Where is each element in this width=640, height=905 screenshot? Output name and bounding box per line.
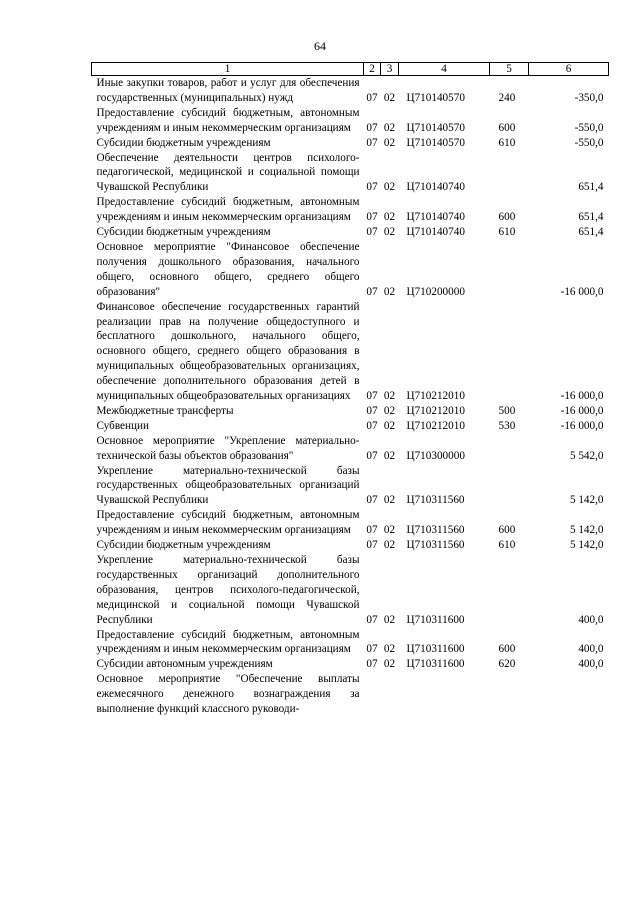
row-expense-type [490, 240, 529, 300]
row-target-article: Ц710311600 [406, 613, 465, 626]
table-row [92, 553, 609, 628]
row-section: 07 [366, 539, 378, 552]
row-expense-type: 620 [498, 658, 516, 671]
column-header: 5 [490, 63, 529, 76]
row-amount: 400,0 [578, 658, 604, 671]
row-target-article: Ц710311600 [406, 643, 465, 656]
table-row [92, 404, 609, 419]
column-header: 4 [399, 63, 490, 76]
row-subsection: 02 [383, 613, 396, 626]
column-header: 6 [529, 63, 609, 76]
row-amount: -16 000,0 [560, 390, 604, 403]
row-description: Укрепление материально-технической базы государственных общеобразовательных организаций Чувашской Республики [96, 464, 360, 507]
row-target-article: Ц710311600 [406, 658, 465, 671]
row-subsection [381, 672, 399, 717]
row-description: Иные закупки товаров, работ и услуг для обеспечения государственных (муниципальных) нужд [96, 77, 360, 104]
row-expense-type: 530 [498, 419, 516, 432]
row-amount: 5 142,0 [569, 494, 604, 507]
row-target-article: Ц710140740 [406, 226, 465, 239]
table-row [92, 76, 609, 106]
row-amount [529, 672, 609, 717]
row-subsection: 02 [383, 136, 396, 149]
table-row [92, 657, 609, 672]
row-subsection: 02 [383, 419, 396, 432]
row-section: 07 [366, 494, 378, 507]
table-row [92, 508, 609, 538]
row-expense-type: 600 [498, 211, 516, 224]
row-target-article: Ц710212010 [406, 404, 465, 417]
row-description: Предоставление субсидий бюджетным, автономным учреждениям и иным некоммерческим организациям [96, 196, 360, 224]
row-expense-type: 600 [498, 643, 516, 656]
row-target-article: Ц710300000 [406, 449, 465, 462]
table-row [92, 300, 609, 404]
row-section: 07 [366, 524, 378, 537]
row-amount: 400,0 [578, 613, 604, 626]
row-subsection: 02 [383, 181, 396, 194]
row-expense-type [490, 464, 529, 509]
row-subsection: 02 [383, 211, 396, 224]
row-description: Межбюджетные трансферты [96, 404, 234, 417]
row-subsection: 02 [383, 91, 396, 104]
row-amount: 651,4 [578, 211, 604, 224]
row-section: 07 [366, 121, 378, 134]
row-expense-type: 610 [498, 226, 516, 239]
row-target-article: Ц710140740 [406, 181, 465, 194]
row-section: 07 [366, 613, 378, 626]
row-expense-type [490, 553, 529, 628]
row-amount: 5 542,0 [569, 449, 604, 462]
row-amount: -16 000,0 [560, 285, 604, 298]
row-subsection: 02 [383, 226, 396, 239]
column-header: 3 [381, 63, 399, 76]
table-row [92, 151, 609, 196]
row-description: Субсидии бюджетным учреждениям [96, 539, 271, 552]
row-amount: -16 000,0 [560, 404, 604, 417]
row-subsection: 02 [383, 390, 396, 403]
row-expense-type: 600 [498, 524, 516, 537]
row-amount: 5 142,0 [569, 539, 604, 552]
row-subsection: 02 [383, 658, 396, 671]
row-amount: -16 000,0 [560, 419, 604, 432]
row-target-article: Ц710311560 [406, 524, 465, 537]
page-number: 64 [314, 39, 326, 53]
row-target-article: Ц710311560 [406, 494, 465, 507]
row-subsection: 02 [383, 524, 396, 537]
column-header: 1 [92, 63, 364, 76]
row-description: Основное мероприятие "Укрепление материально-технической базы объектов образования" [96, 434, 360, 462]
row-subsection: 02 [383, 121, 396, 134]
table-row [92, 136, 609, 151]
row-description: Предоставление субсидий бюджетным, автономным учреждениям и иным некоммерческим организациям [96, 106, 360, 134]
table-row [92, 538, 609, 553]
row-target-article: Ц710140570 [406, 121, 465, 134]
row-section: 07 [366, 404, 378, 417]
row-description: Субсидии бюджетным учреждениям [96, 136, 271, 149]
row-target-article: Ц710140570 [406, 136, 465, 149]
row-subsection: 02 [383, 449, 396, 462]
row-expense-type: 610 [498, 539, 516, 552]
row-target-article: Ц710200000 [406, 285, 465, 298]
table-row [92, 240, 609, 300]
row-expense-type: 610 [498, 136, 516, 149]
row-subsection: 02 [383, 643, 396, 656]
row-description: Укрепление материально-технической базы государственных организаций дополнительного образования, центров психолого-педагогической, медицинской и социальной помощи Чувашской Республики [96, 554, 360, 626]
row-section: 07 [366, 226, 378, 239]
table-row [92, 672, 609, 717]
row-section: 07 [366, 390, 378, 403]
row-expense-type [490, 300, 529, 404]
row-target-article: Ц710311560 [406, 539, 465, 552]
table-row [92, 106, 609, 136]
row-amount: 5 142,0 [569, 524, 604, 537]
row-description: Субвенции [96, 419, 149, 432]
row-target-article [399, 672, 490, 717]
row-description: Финансовое обеспечение государственных гарантий реализации прав на получение общедоступного и бесплатного дошкольного, начального общего, основного общего, среднего общего образования в муниципальных общеобразовательных организациях, обеспечение дополнительного образования детей в муниципальных общеобразовательных организациях [96, 300, 360, 403]
row-section [364, 672, 381, 717]
table-row [92, 225, 609, 240]
row-target-article: Ц710140570 [406, 91, 465, 104]
table-row [92, 434, 609, 464]
row-expense-type: 240 [498, 91, 516, 104]
row-amount: 651,4 [578, 181, 604, 194]
row-description: Предоставление субсидий бюджетным, автономным учреждениям и иным некоммерческим организациям [96, 509, 360, 537]
row-description: Субсидии автономным учреждениям [96, 658, 273, 671]
row-section: 07 [366, 136, 378, 149]
column-header: 2 [364, 63, 381, 76]
row-description: Предоставление субсидий бюджетным, автономным учреждениям и иным некоммерческим организациям [96, 628, 360, 656]
header-row [92, 63, 609, 76]
table-row [92, 195, 609, 225]
row-section: 07 [366, 91, 378, 104]
row-section: 07 [366, 211, 378, 224]
row-amount: -350,0 [574, 91, 604, 104]
row-amount: 651,4 [578, 226, 604, 239]
row-description: Основное мероприятие "Финансовое обеспечение получения дошкольного образования, начального общего, основного общего, среднего общего образования" [96, 240, 360, 298]
table-row [92, 419, 609, 434]
row-amount: -550,0 [574, 136, 604, 149]
row-subsection: 02 [383, 539, 396, 552]
row-subsection: 02 [383, 404, 396, 417]
budget-table [91, 62, 609, 717]
row-expense-type [490, 672, 529, 717]
row-target-article: Ц710212010 [406, 390, 465, 403]
row-expense-type [490, 434, 529, 464]
row-subsection: 02 [383, 285, 396, 298]
row-section: 07 [366, 643, 378, 656]
row-expense-type: 600 [498, 121, 516, 134]
row-expense-type: 500 [498, 404, 516, 417]
row-amount: 400,0 [578, 643, 604, 656]
row-subsection: 02 [383, 494, 396, 507]
table-row [92, 464, 609, 509]
table-row [92, 628, 609, 658]
row-section: 07 [366, 419, 378, 432]
row-section: 07 [366, 285, 378, 298]
row-target-article: Ц710212010 [406, 419, 465, 432]
row-section: 07 [366, 658, 378, 671]
row-target-article: Ц710140740 [406, 211, 465, 224]
row-description: Основное мероприятие "Обеспечение выплаты ежемесячного денежного вознаграждения за выполнение функций классного руководи- [96, 673, 360, 716]
row-description: Обеспечение деятельности центров психолого-педагогической, медицинской и социальной помощи Чувашской Республики [96, 151, 360, 194]
row-amount: -550,0 [574, 121, 604, 134]
row-description: Субсидии бюджетным учреждениям [96, 226, 271, 239]
row-section: 07 [366, 449, 378, 462]
row-section: 07 [366, 181, 378, 194]
row-expense-type [490, 151, 529, 196]
